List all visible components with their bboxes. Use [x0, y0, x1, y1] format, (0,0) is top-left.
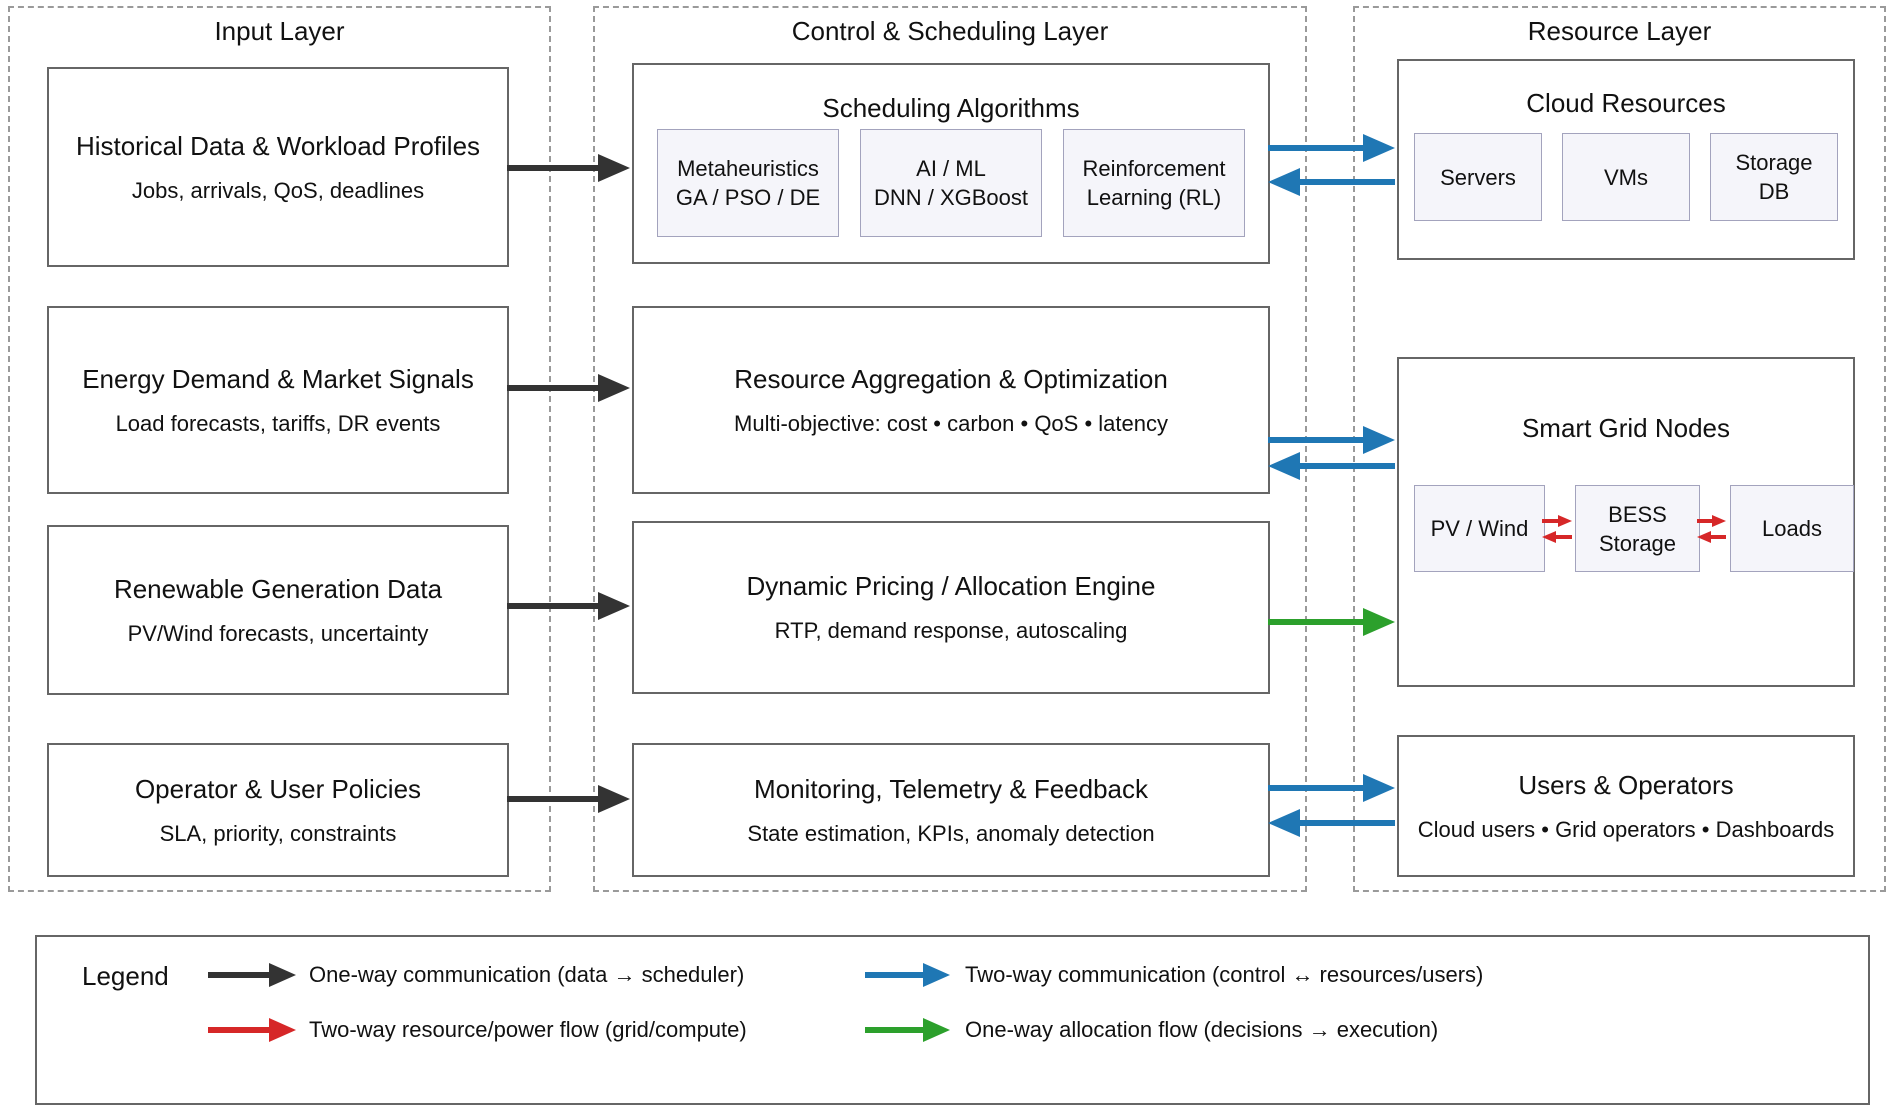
arrow-smartgrid-to-aggregation — [1268, 452, 1395, 480]
loads-chip-line1: Loads — [1762, 516, 1822, 541]
arrow-monitoring-to-users — [1268, 774, 1395, 802]
ai-ml-chip-line1: AI / ML — [916, 156, 986, 181]
arrow-aggregation-to-smartgrid — [1268, 426, 1395, 454]
operator-policies-box — [47, 743, 509, 877]
reinforcement-learning-chip-line1: Reinforcement — [1082, 156, 1226, 181]
users-operators-subtitle: Cloud users • Grid operators • Dashboards — [1417, 816, 1835, 842]
historical-data-subtitle: Jobs, arrivals, QoS, deadlines — [131, 177, 425, 203]
legend-green-arrow — [865, 1018, 950, 1042]
arrow-loads-to-bess — [1697, 530, 1726, 544]
metaheuristics-chip — [657, 129, 839, 237]
energy-demand-subtitle: Load forecasts, tariffs, DR events — [115, 410, 441, 436]
historical-data-box — [47, 67, 509, 267]
input-layer-panel — [8, 6, 551, 892]
legend-green-label: One-way allocation flow (decisions → execution) — [965, 1017, 1439, 1042]
resource-aggregation-subtitle: Multi-objective: cost • carbon • QoS • latency — [734, 410, 1168, 436]
dynamic-pricing-box — [632, 521, 1270, 694]
arrow-bess-to-loads — [1697, 514, 1726, 528]
loads-chip — [1730, 485, 1854, 572]
operator-policies-subtitle: SLA, priority, constraints — [159, 820, 397, 846]
dynamic-pricing-title: Dynamic Pricing / Allocation Engine — [746, 571, 1156, 601]
ai-ml-chip — [860, 129, 1042, 237]
servers-chip-line1: Servers — [1440, 164, 1516, 190]
bess-storage-chip-line1: BESS — [1608, 501, 1667, 527]
operator-policies-title: Operator & User Policies — [134, 773, 422, 804]
smart-grid-nodes-box — [1397, 357, 1855, 687]
arrow-pvwind-to-bess — [1542, 514, 1572, 528]
monitoring-telemetry-subtitle: State estimation, KPIs, anomaly detection — [747, 820, 1155, 846]
metaheuristics-chip-line2: GA / PSO / DE — [675, 185, 821, 210]
storage-db-chip-line1: Storage — [1735, 150, 1813, 175]
energy-demand-title: Energy Demand & Market Signals — [82, 363, 474, 394]
resource-layer-title: Resource Layer — [1527, 16, 1712, 46]
resource-aggregation-title: Resource Aggregation & Optimization — [734, 363, 1168, 394]
users-operators-box — [1397, 735, 1855, 877]
input-layer-title: Input Layer — [214, 16, 345, 46]
monitoring-telemetry-title: Monitoring, Telemetry & Feedback — [753, 773, 1149, 804]
bess-storage-chip — [1575, 485, 1700, 572]
servers-chip — [1414, 133, 1542, 221]
cloud-resources-title: Cloud Resources — [1526, 88, 1726, 118]
reinforcement-learning-chip-line2: Learning (RL) — [1086, 185, 1222, 210]
control-scheduling-layer-panel — [593, 6, 1307, 892]
monitoring-telemetry-box — [632, 743, 1270, 877]
dynamic-pricing-subtitle: RTP, demand response, autoscaling — [774, 618, 1128, 643]
renewable-generation-title: Renewable Generation Data — [113, 573, 443, 604]
arrow-cloud-to-scheduling — [1268, 168, 1395, 196]
pv-wind-chip-line1: PV / Wind — [1430, 516, 1529, 541]
legend-red-arrow — [208, 1018, 296, 1042]
arrow-renewable-to-pricing — [507, 592, 630, 620]
arrow-energy-to-aggregation — [507, 374, 630, 402]
renewable-generation-box — [47, 525, 509, 695]
legend-black-label: One-way communication (data → scheduler) — [309, 962, 745, 987]
renewable-generation-subtitle: PV/Wind forecasts, uncertainty — [127, 620, 429, 646]
scheduling-algorithms-title: Scheduling Algorithms — [822, 93, 1080, 123]
energy-demand-box — [47, 306, 509, 494]
users-operators-title: Users & Operators — [1518, 769, 1734, 800]
ai-ml-chip-line2: DNN / XGBoost — [873, 185, 1029, 210]
legend-box — [35, 935, 1870, 1105]
arrow-historical-to-scheduling — [507, 154, 630, 182]
arrow-pricing-to-smartgrid — [1268, 608, 1395, 636]
legend-red-label: Two-way resource/power flow (grid/compute) — [309, 1017, 747, 1042]
storage-db-chip-line2: DB — [1758, 179, 1790, 204]
scheduling-algorithms-box — [632, 63, 1270, 264]
pv-wind-chip — [1414, 485, 1545, 572]
arrow-bess-to-pvwind — [1542, 530, 1572, 544]
arrow-scheduling-to-cloud — [1268, 134, 1395, 162]
reinforcement-learning-chip — [1063, 129, 1245, 237]
historical-data-title: Historical Data & Workload Profiles — [75, 130, 481, 161]
storage-db-chip — [1710, 133, 1838, 221]
bess-storage-chip-line2: Storage — [1598, 530, 1677, 556]
legend-blue-arrow — [865, 963, 950, 987]
legend-title: Legend — [82, 961, 169, 991]
metaheuristics-chip-line1: Metaheuristics — [677, 156, 819, 181]
legend-blue-label: Two-way communication (control ↔ resources/users) — [965, 962, 1484, 987]
cloud-resources-box — [1397, 59, 1855, 260]
control-scheduling-layer-title: Control & Scheduling Layer — [791, 16, 1109, 46]
cloud-chip-row — [1399, 133, 1853, 221]
arrow-users-to-monitoring — [1268, 809, 1395, 837]
vms-chip-line1: VMs — [1604, 164, 1648, 190]
scheduling-chip-row — [634, 129, 1268, 237]
resource-layer-panel — [1353, 6, 1886, 892]
arrow-policies-to-monitoring — [507, 785, 630, 813]
resource-aggregation-box — [632, 306, 1270, 494]
smart-grid-nodes-title: Smart Grid Nodes — [1521, 413, 1731, 443]
vms-chip — [1562, 133, 1690, 221]
legend-black-arrow — [208, 963, 296, 987]
